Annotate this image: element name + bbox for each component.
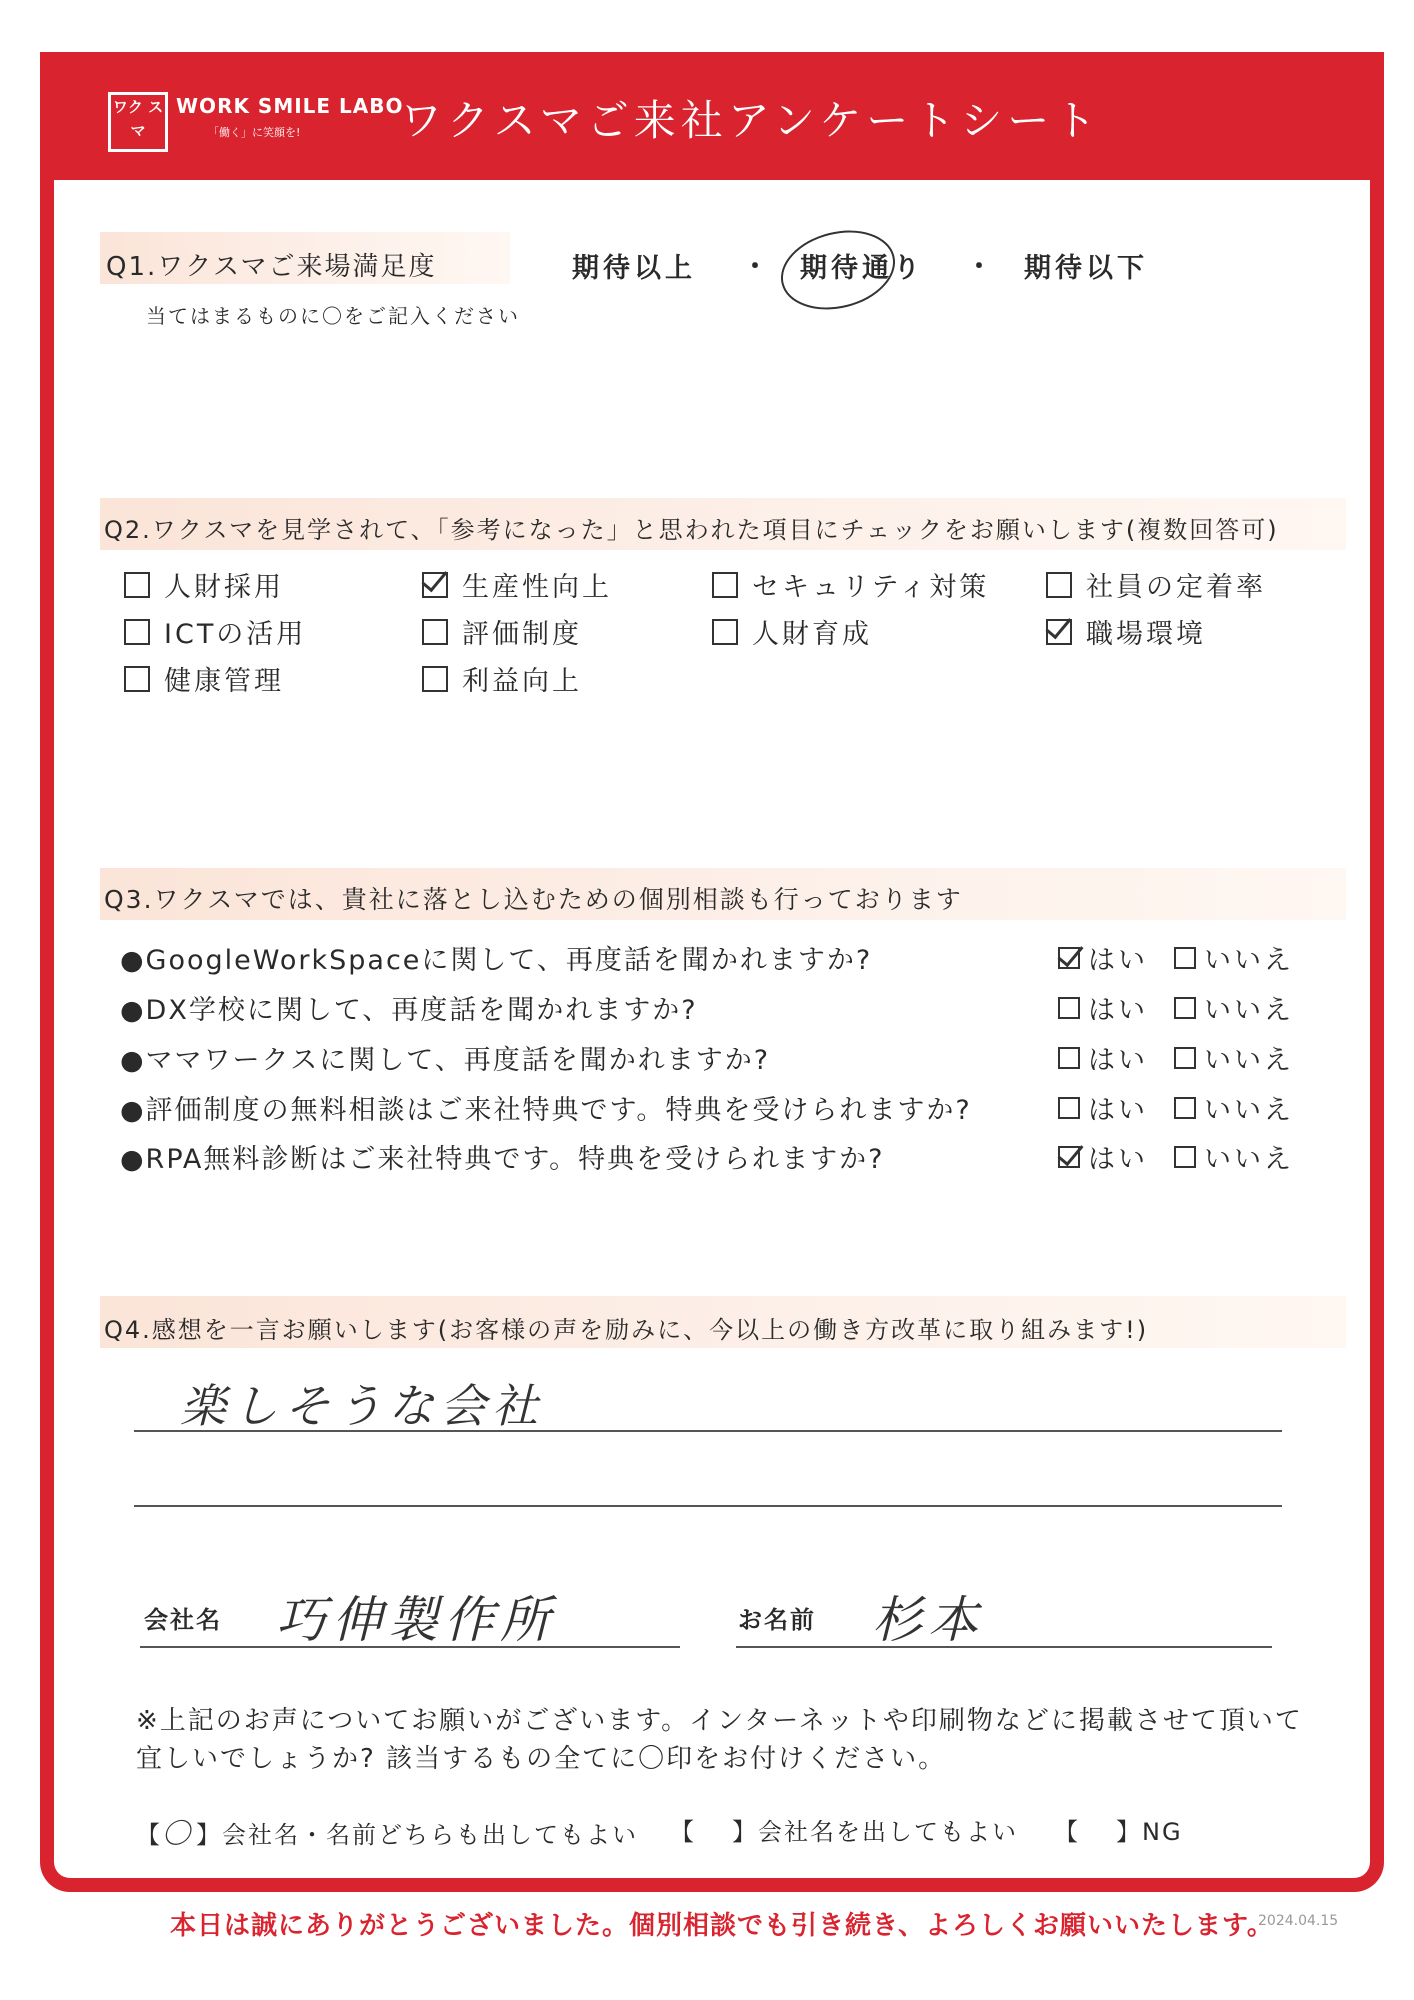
bracket: 【 <box>670 1818 696 1846</box>
q2-item-label: 利益向上 <box>462 666 582 697</box>
footer-message: 本日は誠にありがとうございました。個別相談でも引き続き、よろしくお願いいたします。 <box>170 1911 1274 1941</box>
bracket: 【 <box>1054 1818 1080 1846</box>
checkbox[interactable] <box>1174 1047 1196 1069</box>
consent-line-2: 宜しいでしょうか? 該当するもの全てに〇印をお付けください。 <box>136 1744 947 1774</box>
page-title: ワクスマご来社アンケートシート <box>400 96 1102 145</box>
company-label: 会社名 <box>144 1606 222 1634</box>
consent-option-1[interactable] <box>136 1812 638 1852</box>
checkbox[interactable] <box>1174 1097 1196 1119</box>
q2-label: Q2.ワクスマを見学されて、「参考になった」と思われた項目にチェックをお願いします(複数回答可) <box>104 516 1279 544</box>
checkbox[interactable] <box>1174 1146 1196 1168</box>
checkbox-checked[interactable] <box>1046 619 1072 645</box>
consent-line-1: ※上記のお声についてお願いがございます。インターネットや印刷物などに掲載させて頂いて <box>136 1706 1303 1736</box>
q2-item-label: セキュリティ対策 <box>752 572 990 603</box>
no-label: いいえ <box>1204 1045 1294 1076</box>
q3-yes[interactable] <box>1058 988 1148 1027</box>
q4-label: Q4.感想を一言お願いします(お客様の声を励みに、今以上の働き方改革に取り組みます!) <box>104 1316 1149 1344</box>
q2-item[interactable] <box>712 565 989 604</box>
consent-option-label: 】会社名を出してもよい <box>732 1818 1018 1846</box>
q3-question: ●DX学校に関して、再度話を聞かれますか? <box>120 995 698 1026</box>
name-label: お名前 <box>738 1606 816 1634</box>
q2-item-label: 職場環境 <box>1086 619 1206 650</box>
company-value[interactable]: 巧伸製作所 <box>276 1591 556 1649</box>
checkbox[interactable] <box>1058 1047 1080 1069</box>
q3-label: Q3.ワクスマでは、貴社に落とし込むための個別相談も行っております <box>104 885 963 914</box>
q3-yes[interactable] <box>1058 1137 1148 1176</box>
q2-item-label: 健康管理 <box>164 666 284 697</box>
consent-option-label: 】会社名・名前どちらも出してもよい <box>196 1821 639 1849</box>
yes-label: はい <box>1088 1045 1148 1076</box>
checkbox-checked[interactable] <box>422 572 448 598</box>
q1-option-below[interactable]: 期待以下 <box>1024 253 1148 284</box>
checkbox-checked[interactable] <box>1058 947 1080 969</box>
q3-no[interactable] <box>1174 938 1294 977</box>
q2-item-label: 社員の定着率 <box>1086 572 1266 603</box>
no-label: いいえ <box>1204 995 1294 1026</box>
q3-question: ●ママワークスに関して、再度話を聞かれますか? <box>120 1045 771 1076</box>
q4-answer[interactable]: 楽しそうな会社 <box>180 1379 544 1433</box>
bracket: 【 <box>136 1821 162 1849</box>
q2-item[interactable] <box>422 612 582 651</box>
checkbox[interactable] <box>124 666 150 692</box>
q3-no[interactable] <box>1174 1088 1294 1127</box>
q2-item-label: 人財育成 <box>752 619 872 650</box>
q3-no[interactable] <box>1174 1137 1294 1176</box>
q2-item[interactable] <box>422 659 582 698</box>
q1-instruction: 当てはまるものに〇をご記入ください <box>146 304 520 328</box>
q3-question: ●評価制度の無料相談はご来社特典です。特典を受けられますか? <box>120 1095 972 1126</box>
no-label: いいえ <box>1204 1095 1294 1126</box>
q3-no[interactable] <box>1174 988 1294 1027</box>
q3-yes[interactable] <box>1058 1088 1148 1127</box>
checkbox[interactable] <box>124 619 150 645</box>
checkbox-checked[interactable] <box>1058 1146 1080 1168</box>
answer-line <box>134 1505 1282 1507</box>
q2-item[interactable] <box>712 612 872 651</box>
checkbox[interactable] <box>712 619 738 645</box>
name-line <box>736 1646 1272 1648</box>
q1-separator: ・ <box>742 252 769 282</box>
checkbox[interactable] <box>124 572 150 598</box>
checkbox[interactable] <box>712 572 738 598</box>
answer-line <box>134 1430 1282 1432</box>
q2-item-label: 生産性向上 <box>462 572 612 603</box>
checkbox[interactable] <box>1174 947 1196 969</box>
q3-yes[interactable] <box>1058 938 1148 977</box>
no-label: いいえ <box>1204 1144 1294 1175</box>
q2-item[interactable] <box>124 659 284 698</box>
q2-item[interactable] <box>1046 612 1206 651</box>
footer-date: 2024.04.15 <box>1258 1913 1339 1929</box>
yes-label: はい <box>1088 945 1148 976</box>
q3-no[interactable] <box>1174 1038 1294 1077</box>
consent-option-3[interactable] <box>1054 1812 1183 1847</box>
checkbox[interactable] <box>1058 1097 1080 1119</box>
q2-item-label: ICTの活用 <box>164 619 307 650</box>
checkbox[interactable] <box>1046 572 1072 598</box>
yes-label: はい <box>1088 1095 1148 1126</box>
q2-item[interactable] <box>124 612 306 651</box>
name-value[interactable]: 杉本 <box>872 1591 984 1649</box>
checkbox[interactable] <box>422 666 448 692</box>
consent-option-2[interactable] <box>670 1812 1018 1847</box>
q1-separator-2: ・ <box>966 252 993 282</box>
q2-item[interactable] <box>422 565 612 604</box>
yes-label: はい <box>1088 1144 1148 1175</box>
checkbox[interactable] <box>1058 997 1080 1019</box>
brand-logo: ワク スマ <box>108 92 168 152</box>
q2-item[interactable] <box>1046 565 1266 604</box>
consent-mark[interactable]: 〇 <box>162 1817 197 1850</box>
checkbox[interactable] <box>422 619 448 645</box>
yes-label: はい <box>1088 995 1148 1026</box>
q3-yes[interactable] <box>1058 1038 1148 1077</box>
q3-question: ●RPA無料診断はご来社特典です。特典を受けられますか? <box>120 1144 885 1175</box>
company-line <box>140 1646 680 1648</box>
q2-item-label: 評価制度 <box>462 619 582 650</box>
brand-tagline: 「働く」に笑顔を! <box>208 126 301 139</box>
q2-item-label: 人財採用 <box>164 572 284 603</box>
brand-name: WORK SMILE LABO <box>176 94 404 118</box>
q1-option-above[interactable]: 期待以上 <box>572 253 696 284</box>
no-label: いいえ <box>1204 945 1294 976</box>
q2-item[interactable] <box>124 565 284 604</box>
q1-label: Q1.ワクスマご来場満足度 <box>106 252 437 282</box>
checkbox[interactable] <box>1174 997 1196 1019</box>
consent-option-label: 】NG <box>1116 1818 1183 1846</box>
q1-option-as-expected[interactable]: 期待通り <box>800 253 924 284</box>
q3-question: ●GoogleWorkSpaceに関して、再度話を聞かれますか? <box>120 945 873 976</box>
